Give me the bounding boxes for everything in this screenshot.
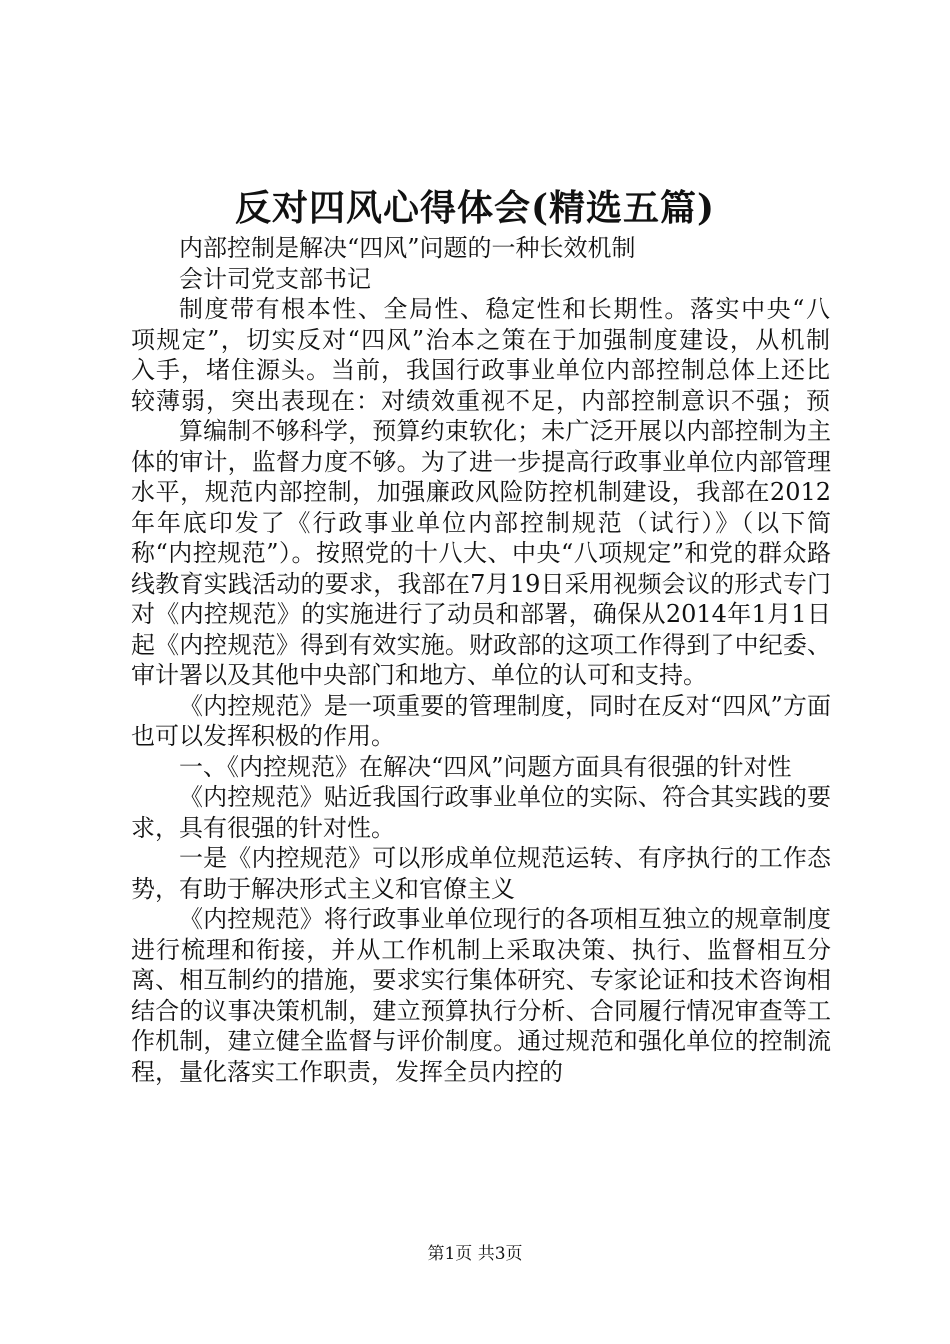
section-heading: 一、《内控规范》在解决“四风”问题方面具有很强的针对性	[179, 752, 792, 781]
subsection-heading: 一是《内控规范》可以形成单位规范运转、有序执行的工作态势，有助于解决形式主义和官僚主义	[131, 844, 831, 903]
page-footer: 第1页 共3页	[427, 1244, 523, 1264]
paragraph: 《内控规范》将行政事业单位现行的各项相互独立的规章制度进行梳理和衔接，并从工作机制上采取决策、执行、监督相互分离、相互制约的措施，要求实行集体研究、专家论证和技术咨询相结合的议事决策机制，建立预算执行分析、合同履行情况审查等工作机制，建立健全监督与评价制度。通过规范和强化单位的控制流程，量化落实工作职责，发挥全员内控的	[131, 905, 831, 1086]
paragraph: 《内控规范》是一项重要的管理制度，同时在反对“四风”方面也可以发挥积极的作用。	[131, 691, 831, 750]
paragraph-author: 会计司党支部书记	[179, 264, 371, 293]
paragraph: 《内控规范》贴近我国行政事业单位的实际、符合其实践的要求，具有很强的针对性。	[131, 783, 831, 842]
paragraph: 制度带有根本性、全局性、稳定性和长期性。落实中央“八项规定”，切实反对“四风”治本之策在于加强制度建设，从机制入手，堵住源头。当前，我国行政事业单位内部控制总体上还比较薄弱，突出表现在：对绩效重视不足，内部控制意识不强；预	[131, 295, 831, 415]
paragraph: 算编制不够科学，预算约束软化；未广泛开展以内部控制为主体的审计，监督力度不够。为了进一步提高行政事业单位内部管理水平，规范内部控制，加强廉政风险防控机制建设，我部在2012年年底印发了《行政事业单位内部控制规范（试行）》（以下简称“内控规范”）。按照党的十八大、中央“八项规定”和党的群众路线教育实践活动的要求，我部在7月19日采用视频会议的形式专门对《内控规范》的实施进行了动员和部署，确保从2014年1月1日起《内控规范》得到有效实施。财政部的这项工作得到了中纪委、审计署以及其他中央部门和地方、单位的认可和支持。	[131, 417, 831, 689]
paragraph-subtitle: 内部控制是解决“四风”问题的一种长效机制	[179, 234, 636, 262]
document-title: 反对四风心得体会(精选五篇)	[234, 187, 716, 229]
document-body	[131, 233, 831, 1087]
